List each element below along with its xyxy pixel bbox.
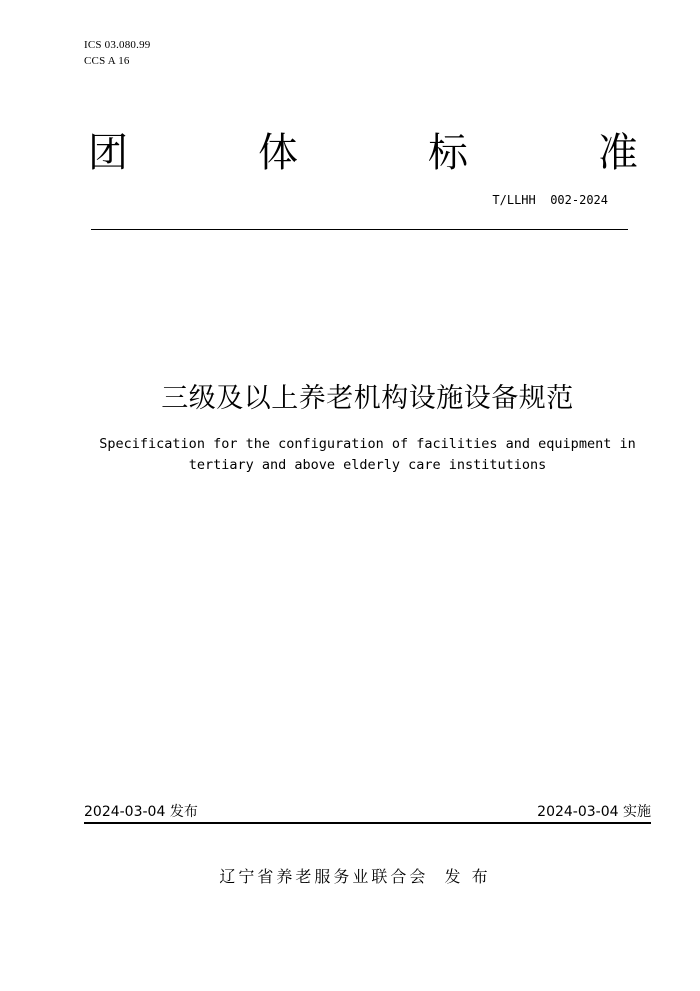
title-english-line-1: Specification for the configuration of facilities and equipment in (99, 436, 636, 452)
publisher-action: 发 布 (444, 867, 491, 886)
ics-code: ICS 03.080.99 (84, 39, 151, 51)
standard-type-char-1: 团 (88, 130, 128, 176)
release-label: 发布 (169, 804, 198, 820)
standard-type-heading (88, 128, 638, 178)
release-date: 2024-03-04 (84, 804, 166, 820)
standard-code: T/LLHH 002-2024 (492, 193, 608, 207)
title-english-line-2: tertiary and above elderly care institutions (188, 457, 547, 473)
title-english (60, 434, 675, 476)
ccs-code: CCS A 16 (84, 55, 130, 67)
standard-type-char-2: 体 (258, 130, 298, 176)
implement-info (537, 802, 651, 822)
standard-type-char-4: 准 (598, 130, 638, 176)
implement-date: 2024-03-04 (537, 804, 619, 820)
footer-divider (84, 822, 651, 824)
publisher-line (0, 864, 700, 890)
title-chinese: 三级及以上养老机构设施设备规范 (161, 383, 574, 414)
header-divider (91, 229, 628, 230)
release-info (84, 802, 198, 822)
date-row (84, 802, 651, 822)
implement-label: 实施 (623, 804, 651, 820)
publisher-name: 辽宁省养老服务业联合会 (219, 867, 429, 886)
standard-type-char-3: 标 (428, 130, 468, 176)
